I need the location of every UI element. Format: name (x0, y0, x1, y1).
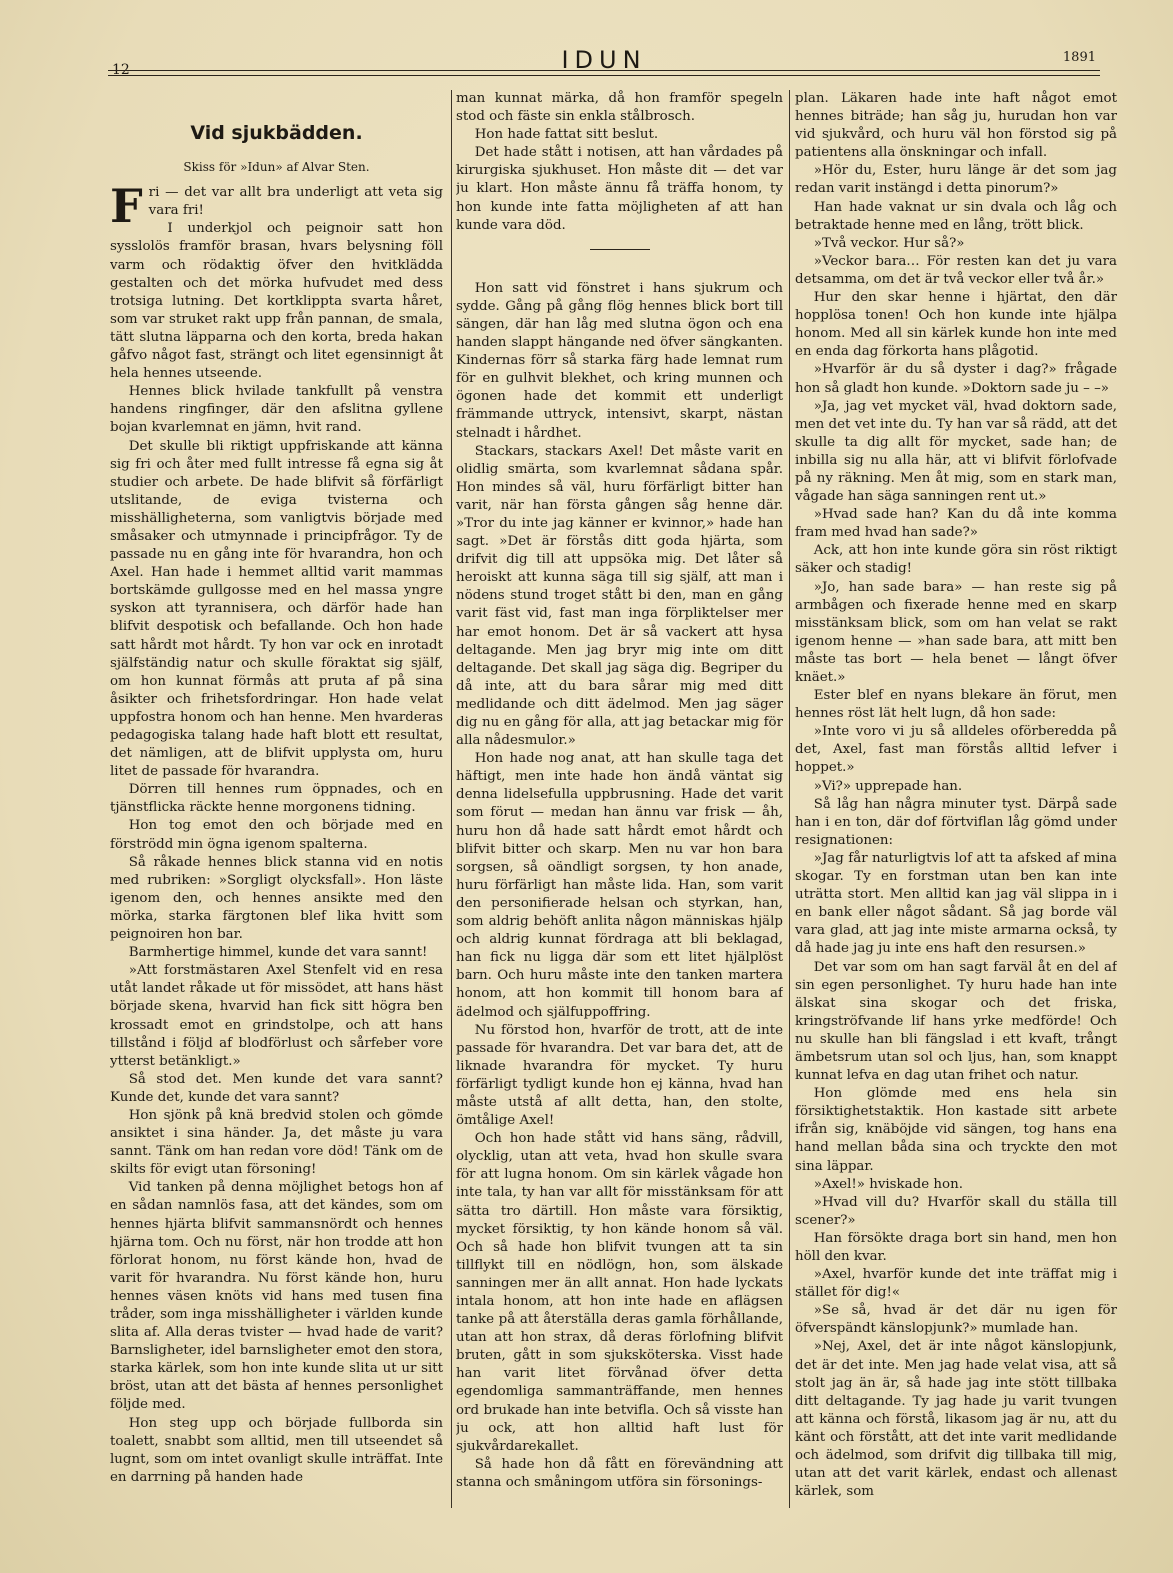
year: 1891 (1062, 50, 1096, 65)
paragraph: Hur den skar henne i hjärtat, den där hopplösa tonen! Och hon kunde inte hjälpa honom. Med all sin kärlek kunde hon inte med en enda dag förkorta hans plågotid. (795, 290, 1117, 360)
paragraph: »Jo, han sade bara» — han reste sig på armbågen och fixerade henne med en skarp misstänksam blick, som om han velat se rakt igenom henne — »han sade bara, att mitt ben måste tas bort — hela benet — långt öfver knäet.» (795, 579, 1117, 685)
paragraph: »Axel!» hviskade hon. (813, 1176, 963, 1192)
paragraph: Så låg han några minuter tyst. Därpå sade han i en ton, där dof förtviflan låg gömd under resignationen: (795, 796, 1117, 848)
article-title: Vid sjukbädden. (190, 122, 363, 144)
paragraph: Hennes blick hvilade tankfullt på venstra handens ringfinger, där den afslitna gyllene bojan kvarlemnat en jämn, hvit rand. (110, 384, 443, 436)
paragraph: »Axel, hvarför kunde det inte träffat mig i stället för dig!« (795, 1267, 1117, 1301)
column-divider (451, 90, 452, 1508)
paragraph: Nu förstod hon, hvarför de trott, att de inte passade för hvarandra. Det var bara det, att de liknade hvarandra för mycket. Ty huru förfärligt tydligt kunde hon ej känna, hvad han måste utstå af allt detta, han, den stolte, ömtålige Axel! (456, 1022, 783, 1129)
paragraph: Det skulle bli riktigt uppfriskande att känna sig fri och åter med fullt intresse få egna sig åt studier och arbete. De hade blifvit så förfärligt utslitande, de eviga tvisterna och misshälligheterna, som vanligtvis började med småsaker och utmynnade i principfrågor. Ty de passade nu en gång inte för hvarandra, hon och Axel. Han hade i hemmet alltid varit mammas bortskämde gullgosse med en hel massa yngre syskon att tyrannisera, och därför hade han blifvit despotisk och befallande. Och hon hade satt hårdt mot hårdt. Ty hon var ock en inrotadt själfständig natur och skulle föraktat sig själf, om hon kunnat förmås att pruta af på sina åsikter och frihetsfordringar. Hon hade velat uppfostra honom och han henne. Men hvarderas pedagogiska talang hade haft blott ett resultat, det nämligen, att de blifvit upplysta om, huru litet de passade för hvarandra. (110, 438, 443, 780)
paragraph: »Hvarför är du så dyster i dag?» frågade hon så gladt hon kunde. »Doktorn sade ju – –» (795, 362, 1117, 396)
paragraph: Vid tanken på denna möjlighet betogs hon af en sådan namnlös fasa, att det kändes, som om hennes hjärta blifvit sammansnördt och hennes hjärna tom. Och nu först, när hon trodde att hon förlorat honom, nu först kände hon, hvad de varit för hvarandra. Nu först kände hon, huru hennes väsen knöts vid hans med tusen fina tråder, som inga misshälligheter i världen kunde slita af. Alla deras tvister — hvad hade de varit? Barnsligheter, idel barnsligheter emot den stora, starka kärlek, som hon inte kunde slita ut ur sitt bröst, utan att det bästa af hennes personlighet följde med. (110, 1180, 443, 1413)
paragraph: »Ja, jag vet mycket väl, hvad doktorn sade, men det vet inte du. Ty han var så rädd, att det skulle ta dig allt för mycket, sade han; de inbilla sig nu alla här, att vi blifvit förlofvade på ny räkning. Men åt mig, som en stark man, vågade han säga sanningen rent ut.» (795, 398, 1117, 505)
paragraph (110, 179, 443, 234)
paragraph: »Inte voro vi ju så alldeles oförberedda på det, Axel, fast man förstås alltid lefver i hoppet.» (795, 724, 1117, 776)
section-break (590, 249, 650, 250)
paragraph: »Nej, Axel, det är inte något känslopjunk, det är det inte. Men jag hade velat visa, att så stolt jag än är, så hade jag inte stött tillbaka ditt deltagande. Ty jag hade ju varit tvungen att känna och förstå, likasom jag är nu, att du känt och förstått, att det inte varit medlidande och ädelmod, som drifvit dig tillbaka till mig, utan att det varit kärlek, endast och allenast kärlek, som (795, 1339, 1117, 1500)
page-header (108, 42, 1100, 82)
header-rule (108, 70, 1100, 71)
paragraph: Det hade stått i notisen, att han vårdades på kirurgiska sjukhuset. Hon måste dit — det var ju klart. Hon måste ännu få träffa honom, ty hon kunde inte fatta möjligheten af att han kunde vara död. (456, 145, 783, 233)
column-divider (789, 90, 790, 1508)
paragraph: Hon glömde med ens hela sin försiktighetstaktik. Hon kastade sitt arbete ifrån sig, knäböjde vid sängen, tog hans ena hand mellan båda sina och tryckte den mot sina läppar. (795, 1086, 1117, 1174)
paragraph-text: ri — det var allt bra underligt att veta sig vara fri! (148, 185, 443, 219)
paragraph: Stackars, stackars Axel! Det måste varit en olidlig smärta, som kvarlemnat sådana spår. Hon mindes så väl, huru förfärligt bitter han varit, när han första gången såg henne där. »Tror du inte jag känner er kvinnor,» hade han sagt. »Det är förstås ditt goda hjärta, som drifvit dig till att uppsöka mig. Det låter så heroiskt att kunna säga till sig själf, att man i nödens stund troget stått bi den, man en gång varit fäst vid, fast man inga förpliktelser mer har emot honom. Det är så vackert att hysa deltagande. Men jag bryr mig inte om ditt deltagande. Det skall jag säga dig. Begriper du då inte, att du bara sårar mig med ditt medlidande och ditt ädelmod. Men jag säger dig nu en gång för alla, att jag betackar mig för alla nådesmulor.» (456, 443, 783, 749)
paragraph: Så hade hon då fått en förevändning att stanna och småningom utföra sin försonings- (456, 1456, 783, 1490)
paragraph: Han hade vaknat ur sin dvala och låg och betraktade henne med en lång, trött blick. (795, 199, 1117, 233)
header-rule (108, 75, 1100, 76)
paragraph: »Jag får naturligtvis lof att ta afsked af mina skogar. Ty en forstman utan ben kan inte uträtta stort. Men alltid kan jag väl slippa in i en bank eller något sådant. Så jag borde väl vara glad, att jag inte miste armarna också, ty då hade jag ju inte ens haft den resursen.» (795, 850, 1117, 957)
paragraph: Hon sjönk på knä bredvid stolen och gömde ansiktet i sina händer. Ja, det måste ju vara sannt. Tänk om han redan vore död! Tänk om de skilts för evigt utan försoning! (110, 1107, 443, 1178)
paragraph: I underkjol och peignoir satt hon sysslolös framför brasan, hvars belysning föll varm och rödaktig öfver den hvitklädda gestalten och det mörka hufvudet med dess trotsiga lutning. Det kortklippta svarta håret, som var struket rakt upp från pannan, de smala, tätt slutna läpparna och den korta, breda hakan gåfvo något fast, strängt och litet egensinnigt åt hela hennes utseende. (110, 221, 443, 382)
column-2-section-a (456, 90, 783, 235)
paragraph: Ack, att hon inte kunde göra sin röst riktigt säker och stadig! (795, 543, 1117, 577)
paragraph: »Att forstmästaren Axel Stenfelt vid en resa utåt landet råkade ut för missödet, att hans häst började skena, hvarvid han fick sitt högra ben krossadt emot en grindstolpe, och att hans tillstånd i följd af blodförlust och sårfeber vore ytterst betänkligt.» (110, 963, 443, 1069)
paragraph: Så stod det. Men kunde det vara sannt? Kunde det, kunde det vara sannt? (110, 1071, 443, 1105)
paragraph: plan. Läkaren hade inte haft något emot hennes biträde; han såg ju, hurudan hon var vid sjukvård, och huru väl hon förstod sig på patientens alla önskningar och infall. (795, 91, 1117, 161)
paragraph: Barmhertige himmel, kunde det vara sannt! (128, 945, 428, 961)
paragraph: Han försökte draga bort sin hand, men hon höll den kvar. (795, 1230, 1117, 1264)
paragraph: »Två veckor. Hur så?» (813, 235, 965, 251)
paragraph: »Vi?» upprepade han. (813, 778, 963, 794)
masthead: IDUN (561, 46, 647, 74)
page-number: 12 (112, 62, 130, 78)
paragraph: Ester blef en nyans blekare än förut, men hennes röst lät helt lugn, då hon sade: (795, 688, 1117, 722)
paragraph: Hon satt vid fönstret i hans sjukrum och sydde. Gång på gång flög hennes blick bort till sängen, där han låg med slutna ögon och ena handen slappt hängande ned öfver sängkanten. Kindernas förr så starka färg hade lemnat rum för en gulhvit blekhet, och kring munnen och ögonen hade det kommit ett underligt främmande uttryck, intensivt, skarpt, nästan stelnadt i hårdhet. (456, 280, 783, 441)
drop-cap: F (110, 179, 143, 234)
column-3 (795, 90, 1117, 1510)
paragraph: man kunnat märka, då hon framför spegeln stod och fäste sin enkla stålbrosch. (456, 91, 783, 125)
paragraph: »Hvad vill du? Hvarför skall du ställa till scener?» (795, 1194, 1117, 1228)
paragraph: »Hvad sade han? Kan du då inte komma fram med hvad han sade?» (795, 507, 1117, 541)
paragraph: »Veckor bara… För resten kan det ju vara detsamma, om det är två veckor eller två år.» (795, 253, 1117, 287)
paragraph: Hon tog emot den och började med en förströdd min ögna igenom spalterna. (110, 818, 443, 852)
column-1 (110, 90, 443, 1510)
paragraph: Hon steg upp och började fullborda sin toalett, snabbt som alltid, men till utseendet så lugnt, som om intet ovanligt skulle inträffat. Inte en darrning på handen hade (110, 1415, 443, 1485)
column-2-section-b (456, 280, 783, 1492)
column-2 (456, 90, 783, 1510)
paragraph: Hon hade fattat sitt beslut. (474, 127, 659, 143)
paragraph: Dörren till hennes rum öppnades, och en tjänstflicka räckte henne morgonens tidning. (110, 782, 443, 816)
paragraph: Och hon hade stått vid hans säng, rådvill, olycklig, utan att veta, hvad hon skulle svara för att lugna honom. Om sin kärlek vågade hon inte tala, ty han var allt för misstänksam för att sätta tro därtill. Hon måste vara försiktig, mycket försiktig, ty hon kände honom så väl. Och så hade hon blifvit tvungen att ta sin tillflykt till en nödlögn, hon, som älskade sanningen mer än allt annat. Hon hade lyckats intala honom, att hon inte hade en aflägsen tanke på att återställa deras gamla förhållande, utan att hon strax, då deras förlofning blifvit bruten, gått in som sjuksköterska. Visst hade han varit litet förvånad öfver detta egendomliga sammanträffande, men hennes ord brukade han inte betvifla. Och så visste han ju ock, att hon alltid haft lust för sjukvårdarekallet. (456, 1131, 783, 1454)
paragraph: Det var som om han sagt farväl åt en del af sin egen personlighet. Ty huru hade han inte älskat sina skogar och det friska, kringströfvande lif hans yrke medförde! Och nu skulle han bli fängslad i ett kvaft, trångt ämbetsrum utan sol och ljus, han, som knappt kunnat lefva en dag utan frihet och natur. (795, 959, 1117, 1084)
paragraph: Så råkade hennes blick stanna vid en notis med rubriken: »Sorgligt olycksfall». Hon läste igenom den, och hennes ansikte med den mörka, starka färgtonen blef lika hvitt som peignoiren hon bar. (110, 854, 443, 943)
paragraph: »Se så, hvad är det där nu igen för öfverspändt känslopjunk?» mumlade han. (795, 1303, 1117, 1337)
article-byline: Skiss för »Idun» af Alvar Sten. (183, 160, 370, 175)
paragraph: »Hör du, Ester, huru länge är det som jag redan varit instängd i detta pinorum?» (795, 163, 1117, 197)
paragraph: Hon hade nog anat, att han skulle taga det häftigt, men inte hade hon ändå väntat sig denna lidelsefulla uppbrusning. Hade det varit som förut — medan han ännu var frisk — åh, huru hon då hade satt hårdt emot hårdt och blifvit bitter och skarp. Men nu var hon bara sorgsen, så oändligt sorgsen, ty hon anade, huru förfärligt han måste lida. Han, som varit den personifierade helsan och styrkan, han, som aldrig behöft anlita någon människas hjälp och aldrig kunnat fördraga att bli beklagad, han fick nu ligga där som ett litet hjälplöst barn. Och huru måste inte den tanken martera honom, att hon kommit till honom bara af ädelmod och själfuppoffring. (456, 751, 783, 1020)
